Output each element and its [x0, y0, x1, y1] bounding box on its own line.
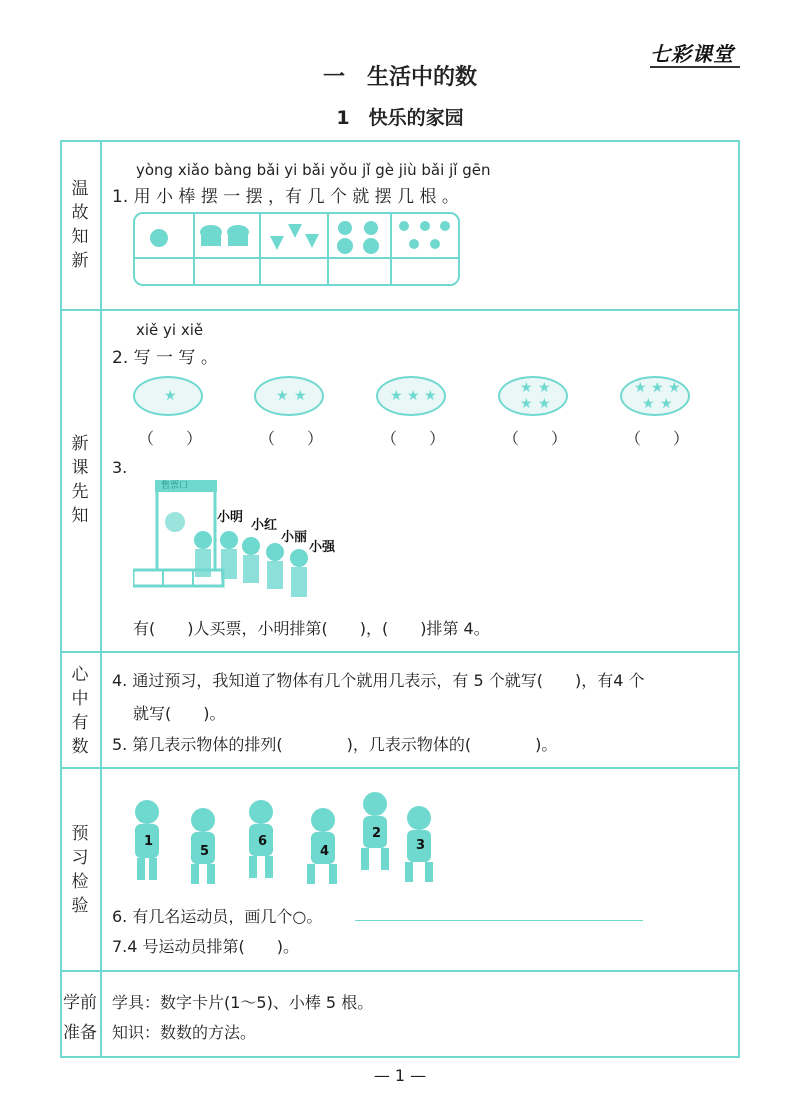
pinyin: jǐ	[449, 161, 458, 179]
section-label-understand	[62, 663, 98, 759]
star-oval-5	[620, 376, 690, 416]
pinyin: bǎi	[256, 161, 280, 179]
small-apple-icon	[399, 221, 409, 231]
answer-blank-2[interactable]: （ ）	[259, 429, 324, 448]
star-icon: ★	[520, 396, 533, 412]
pinyin: xiǎo	[177, 161, 210, 179]
star-oval-4	[498, 376, 568, 416]
q3-question: 有( )人买票，小明排第( )，( )排第 4。	[133, 619, 490, 638]
prep-line-tools: 学具：数字卡片(1～5)、小棒 5 根。	[112, 993, 374, 1012]
star-oval-2	[254, 376, 324, 416]
q4-line1: 4. 通过预习，我知道了物体有几个就用几表示，有 5 个就写( )，有4 个	[112, 671, 645, 690]
prep-line-knowledge: 知识：数数的方法。	[112, 1023, 257, 1042]
name-label-xiaoming: 小明	[217, 510, 244, 525]
section-label-text: 预习检验	[71, 824, 89, 916]
section-label-text: 学前准备	[63, 993, 97, 1043]
pinyin: yi	[284, 161, 298, 179]
runners-illustration	[127, 790, 447, 886]
apple-icon	[364, 221, 378, 235]
ticket-queue-illustration	[133, 472, 348, 610]
answer-blank-4[interactable]: （ ）	[503, 429, 568, 448]
pinyin: gè	[375, 161, 394, 179]
star-oval-1	[133, 376, 203, 416]
page-number: — 1 —	[373, 1066, 427, 1085]
pinyin: gēn	[462, 161, 491, 179]
name-label-xiaoli: 小丽	[281, 530, 308, 545]
q6-text: 6. 有几名运动员，画几个○。	[112, 907, 323, 926]
pinyin: bàng	[214, 161, 252, 179]
counting-table-graphic	[135, 214, 458, 284]
runner-bib: 5	[200, 844, 210, 859]
star-oval-3	[376, 376, 446, 416]
star-icon: ★	[390, 388, 403, 404]
q4-line2: 就写( )。	[133, 704, 226, 723]
small-apple-icon	[440, 221, 450, 231]
strawberry-icon	[270, 236, 284, 250]
star-icon: ★	[634, 380, 647, 396]
name-label-xiaohong: 小红	[251, 518, 278, 533]
section-divider	[60, 767, 740, 769]
ticket-window-sign: 售票口	[161, 481, 189, 491]
strawberry-icon	[305, 234, 319, 248]
answer-blank-3[interactable]: （ ）	[381, 429, 446, 448]
star-icon: ★	[660, 396, 673, 412]
brand-logo: 七彩课堂	[650, 42, 734, 66]
section-divider	[60, 651, 740, 653]
star-icon: ★	[294, 388, 307, 404]
pinyin: yòng	[136, 161, 174, 179]
label-column-divider	[100, 140, 102, 1058]
runner-bib: 6	[258, 834, 268, 849]
q1-pinyin-line	[136, 161, 490, 179]
section-label-text: 心中有数	[71, 665, 89, 757]
star-icon: ★	[668, 380, 681, 396]
runner-bib: 4	[320, 844, 330, 859]
answer-blank-5[interactable]: （ ）	[625, 429, 690, 448]
star-icon: ★	[538, 380, 551, 396]
star-icon: ★	[538, 396, 551, 412]
name-label-xiaoqiang: 小强	[309, 540, 336, 555]
chapter-title: 一 生活中的数	[322, 65, 477, 90]
star-icon: ★	[520, 380, 533, 396]
section-label-preview	[62, 432, 98, 528]
q6-answer-line[interactable]	[355, 920, 643, 921]
strawberry-icon	[288, 224, 302, 238]
section-label-review	[62, 177, 98, 273]
runner-bib: 3	[416, 838, 426, 853]
star-icon: ★	[651, 380, 664, 396]
section-label-check	[62, 822, 98, 918]
section-divider	[60, 970, 740, 972]
q5-text: 5. 第几表示物体的排列( )，几表示物体的( )。	[112, 735, 558, 754]
peach-icon	[150, 229, 168, 247]
star-icon: ★	[407, 388, 420, 404]
q2-text: 2. 写 一 写 。	[112, 348, 218, 368]
section-divider	[60, 309, 740, 311]
pinyin: bǎi	[302, 161, 325, 179]
apple-icon	[363, 238, 379, 254]
pinyin: yǒu	[329, 161, 358, 179]
apple-icon	[338, 221, 352, 235]
small-apple-icon	[420, 221, 430, 231]
runner-bib: 1	[144, 834, 154, 849]
pinyin: jiù	[398, 161, 417, 179]
q2-pinyin: xiě yi xiě	[136, 321, 204, 339]
q1-counting-table	[133, 212, 460, 286]
star-icon: ★	[424, 388, 437, 404]
star-icon: ★	[642, 396, 655, 412]
answer-blank-1[interactable]: （ ）	[138, 429, 203, 448]
q1-text: 1. 用 小 棒 摆 一 摆 ，有 几 个 就 摆 几 根 。	[112, 187, 459, 207]
runners-graphic	[127, 790, 447, 886]
section-label-text: 新课先知	[71, 434, 89, 526]
small-apple-icon	[430, 239, 440, 249]
pinyin: jǐ	[362, 161, 371, 179]
pinyin: bǎi	[421, 161, 445, 179]
runner-bib: 2	[372, 826, 382, 841]
section-label-text: 温故知新	[71, 179, 89, 271]
q3-number: 3.	[112, 458, 128, 477]
small-apple-icon	[409, 239, 419, 249]
q7-text: 7.4 号运动员排第( )。	[112, 937, 300, 956]
lesson-title: 1 快乐的家园	[336, 107, 464, 129]
star-icon: ★	[276, 388, 289, 404]
apple-icon	[337, 238, 353, 254]
section-label-prep	[62, 988, 98, 1048]
star-icon: ★	[164, 388, 177, 404]
